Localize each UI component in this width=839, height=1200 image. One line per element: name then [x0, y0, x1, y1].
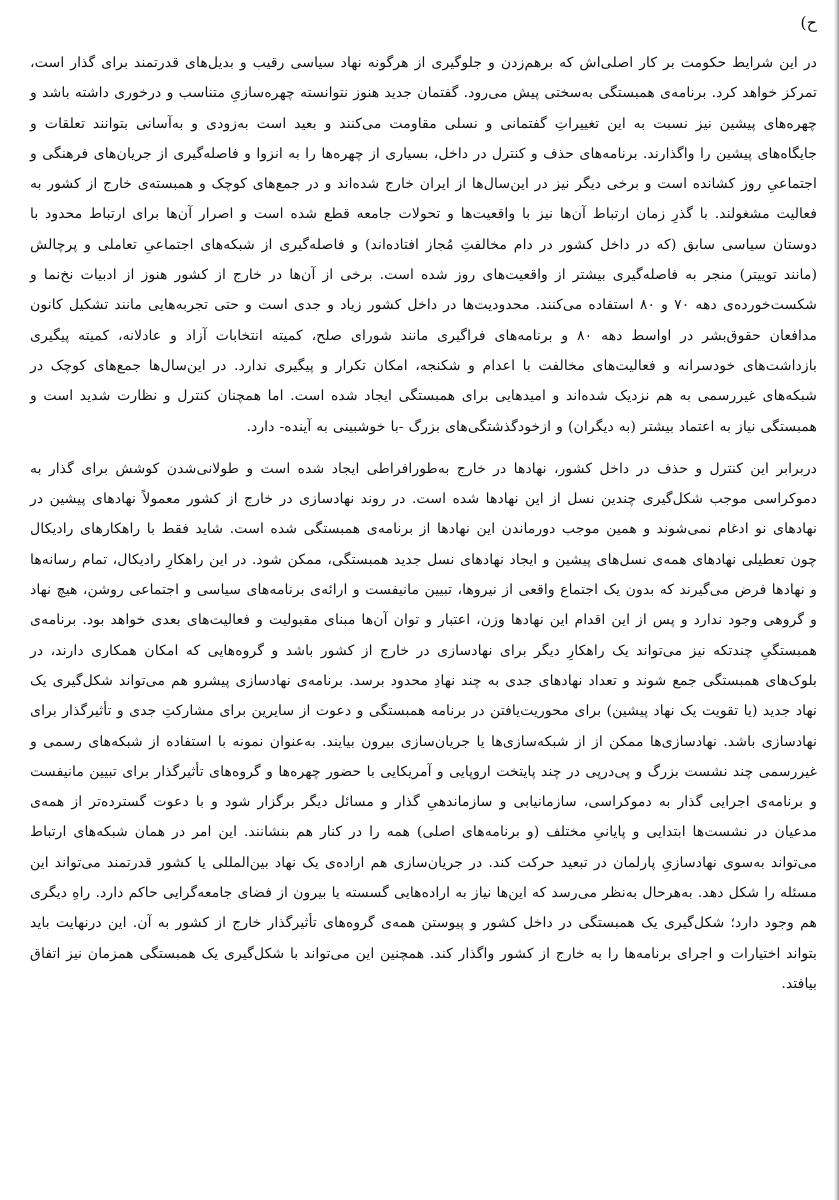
paragraph-2: دربرابر این کنترل و حذف در داخل کشور، نهادها در خارج به‌طورافراطی ایجاد شده است و طولانی‌شدن کوشش برای گذار به دموکراسی موجب شکل‌گیری چندین نسل از این نهادها شده است. در روند نهادسازی در خارج از کشور معمولاً نهادهای پیشین در نهادهای نو ادغام نمی‌شوند و همین موجب دورماندن این نهادها از برنامه‌ی همبستگی شده است. شاید فقط با راهکارهای رادیکال چون تعطیلی نهادهای همه‌ی نسل‌های پیشین و ایجاد نهادهای نسل جدید همبستگی، ممکن شود. در این راهکارِ رادیکال، تمام رسانه‌ها و نهادها فرض می‌گیرند که بدون یک اجتماع واقعی از نیروها، تبیین مانیفست و ارائه‌ی برنامه‌های سیاسی و اجتماعی روشن، هیچ نهاد و گروهی وجود ندارد و پس از این اقدام این نهادها وزن، اعتبار و توان آن‌ها مبنای مقبولیت و فعالیت‌های بعدی خواهد بود. برنامه‌ی همبستگیِ چندتکه نیز می‌تواند یک راهکارِ دیگر برای نهادسازی در خارج از کشور باشد و گروه‌هایی که امکان همکاری دارند، در بلوک‌های همبستگی جمع شوند و تعداد نهادهای جدی به چند نهادِ محدود برسد. برنامه‌ی نهادسازی پیشرو هم می‌تواند شکل‌گیری یک نهاد جدید (یا تقویت یک نهاد پیشین) برای محوریت‌یافتن در برنامه همبستگی و دعوت از سایرین برای مشارکتِ جدی و تأثیرگذار برای نهادسازی باشد. نهادسازی‌ها ممکن از از شبکه‌سازی‌ها یا جریان‌سازی بیرون بیایند. به‌عنوان نمونه با استفاده از شبکه‌های رسمی و غیررسمی چند نشست بزرگ و پی‌درپی در چند پایتخت اروپایی و آمریکایی با حضور چهره‌ها و گروه‌های تأثیرگذار برای تبیین مانیفست و برنامه‌ی اجرایی گذار به دموکراسی، سازمانیابی و سازماندهیِ گذار و مسائل دیگر برگزار شود و با دعوت گسترده‌تر از همه‌ی مدعیان در نشست‌ها ابتدایی و پایانیِ مختلف (و برنامه‌های اصلی) همه را در کنار هم بنشانند. این امر در همان شبکه‌های ارتباط می‌تواند به‌سوی نهادسازیِ پارلمان در تبعید حرکت کند. در جریان‌سازی هم اراده‌ی یک نهاد بین‌المللی یا کشور قدرتمند می‌تواند این مسئله را شکل دهد. به‌هرحال به‌نظر می‌رسد که این‌ها نیاز به اراده‌هایی گسسته یا بیرون از فضای جامعه‌گرایی حاکم دارد. راهِ دیگری هم وجود دارد؛ شکل‌گیری یک همبستگی در داخل کشور و پیوستن همه‌ی گروه‌های تأثیرگذار خارج از کشور به آن. این درنهایت باید بتواند اختیارات و اجرای برنامه‌ها را به خارج از کشور واگذار کند. همچنین این می‌تواند با شکل‌گیری یک همبستگی همزمان نیز اتفاق بیافتد. — [30, 460, 817, 992]
page-edge-shadow — [834, 0, 839, 1200]
section-label: ح) — [800, 13, 817, 32]
document-page — [30, 12, 817, 1200]
paragraph-1: در این شرایط حکومت بر کار اصلی‌اش که برهم‌زدن و جلوگیری از هرگونه نهاد سیاسی رقیب و بدیل‌های قدرتمند برای گذار است، تمرکز خواهد کرد. برنامه‌ی همبستگی به‌سختی پیش می‌رود. گفتمان جدید هنوز نتوانسته چهره‌سازیِ متناسب و درخوری داشته باشد و چهره‌های پیشین نیز نسبت به این تغییراتِ گفتمانی و نسلی مقاومت می‌کنند و بعید است به‌زودی و به‌آسانی بتوانند تعلقات و جایگاه‌های پیشین را واگذارند. برنامه‌های حذف و کنترل در داخل، بسیاری از چهره‌ها را به انزوا و فاصله‌گیری از جریان‌های فرهنگی و اجتماعیِ روز کشانده است و برخی دیگر نیز در این‌سال‌ها از ایران خارج شده‌اند و در جمع‌های کوچک و همبسته‌ی خارج از کشور به فعالیت مشغولند. با گذرِ زمان ارتباط آن‌ها نیز با واقعیت‌ها و تحولات جامعه قطع شده است و اصرار آن‌ها برای ارتباط محدود با دوستان سیاسی سابق (که در داخل کشور در دام مخالفتِ مُجاز افتاده‌اند) و فاصله‌گیری از شبکه‌های اجتماعیِ تعاملی و پرچالش (مانند توییتر) منجر به فاصله‌گیری بیشتر از واقعیت‌های روز شده است. برخی از آن‌ها در خارج از کشور هنوز از ادبیات نخ‌نما و شکست‌خورده‌ی دهه ۷۰ و ۸۰ استفاده می‌کنند. محدودیت‌ها در داخل کشور زیاد و جدی است و حتی تجربه‌هایی مانند تشکیل کانون مدافعان حقوق‌بشر در اواسط دهه ۸۰ و برنامه‌های فراگیری مانند شورای صلح، کمیته انتخابات آزاد و عادلانه، کمیته پیگیری بازداشت‌های خودسرانه و فعالیت‌های مخالفت با اعدام و شکنجه، امکان تکرار و پیگیری ندارد. در این‌سال‌ها جمع‌های کوچک در شبکه‌های غیررسمی به هم نزدیک شده‌اند و امیدهایی برای همبستگی ایجاد شده است. اما همچنان کنترل و نظارت شدید است و همبستگی نیاز به اعتماد بیشتر (به دیگران) و ازخودگذشتگی‌های بزرگ -با خوشبینی به آینده- دارد. — [30, 55, 817, 435]
